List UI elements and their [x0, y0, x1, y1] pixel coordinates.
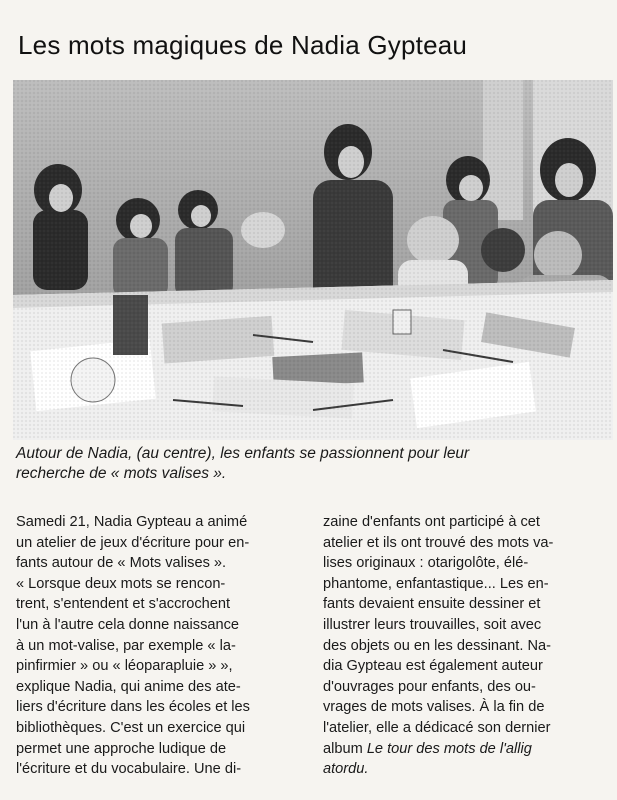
article-line: des objets ou en les dessinant. Na-	[323, 637, 551, 654]
photo-caption	[16, 444, 606, 484]
article-line: zaine d'enfants ont participé à cet	[323, 514, 540, 530]
article-line: lises originaux : otarigolôte, élé-	[323, 555, 529, 572]
caption-line-2: recherche de « mots valises ».	[16, 465, 227, 482]
article-line: un atelier de jeux d'écriture pour en-	[16, 534, 250, 551]
article-line: à un mot-valise, par exemple « la-	[16, 637, 236, 654]
article-column-left	[16, 512, 300, 780]
article-line: dia Gypteau est également auteur	[323, 658, 543, 675]
article-line: l'un à l'autre cela donne naissance	[16, 616, 240, 633]
book-title: Le tour des mots de l'allig	[366, 740, 532, 757]
article-line: liers d'écriture dans les écoles et les	[16, 699, 250, 716]
headline: Les mots magiques de Nadia Gypteau	[18, 30, 468, 60]
article-line: atelier et ils ont trouvé des mots va-	[323, 534, 554, 551]
article-column-right	[323, 512, 611, 780]
article-photo	[13, 80, 613, 440]
article-line: bibliothèques. C'est un exercice qui	[16, 719, 246, 736]
article-line: trent, s'entendent et s'accrochent	[16, 596, 231, 613]
article-line: permet une approche ludique de	[16, 740, 227, 757]
article-line: d'ouvrages pour enfants, des ou-	[323, 678, 536, 695]
article-line: illustrer leurs trouvailles, soit avec	[323, 616, 542, 633]
article-line: Samedi 21, Nadia Gypteau a animé	[16, 514, 248, 530]
article-line: vrages de mots valises. À la fin de	[323, 699, 545, 716]
article-line-continuation: atordu.	[323, 761, 369, 778]
photo-illustration	[13, 80, 613, 440]
article-line: fants autour de « Mots valises ».	[16, 555, 227, 572]
article-line: l'écriture et du vocabulaire. Une di-	[16, 761, 242, 778]
article-line: fants devaient ensuite dessiner et	[323, 596, 541, 613]
article-line: explique Nadia, qui anime des ate-	[16, 678, 241, 695]
article-line: l'atelier, elle a dédicacé son dernier	[323, 719, 551, 736]
article-line: pinfirmier » ou « léoparapluie » »,	[16, 658, 233, 675]
article-last-prefix: album	[323, 740, 367, 757]
article-line-last	[323, 739, 611, 760]
article-line: phantome, enfantastique... Les en-	[323, 575, 549, 592]
caption-line-1: Autour de Nadia, (au centre), les enfants se passionnent pour leur	[16, 445, 470, 462]
article-line: « Lorsque deux mots se rencon-	[16, 575, 226, 592]
